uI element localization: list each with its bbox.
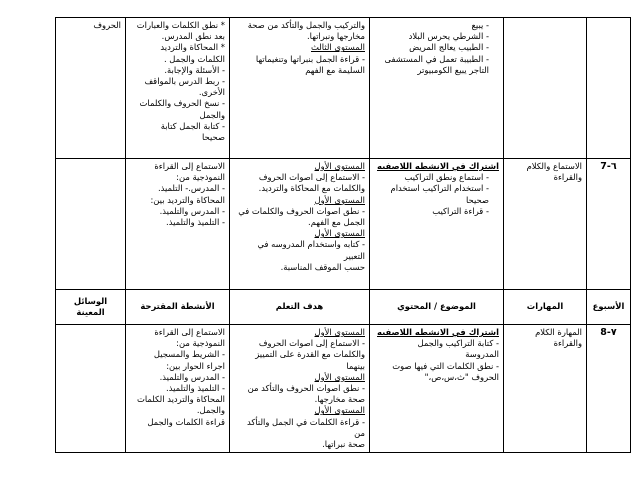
skills-cell (504, 325, 587, 453)
topic-item: - الطبيبة تعمل في المستشفى (384, 53, 489, 64)
topic-item: - كتابة التراكيب والجمل (417, 338, 499, 349)
topic-item: - نطق الكلمات التي فيها صوت (392, 360, 499, 371)
objective-line: - كتابه واستخدام المدروسه في التعبير (257, 239, 365, 261)
activity-line: النموذجية من: (176, 338, 225, 349)
header-objective: هدف التعلم (230, 290, 370, 325)
topic-item: - الطبيب يعالج المريض (409, 42, 489, 53)
topic-item: - الشرطي يحرس البلاد (408, 31, 489, 42)
topic-item: - استخدام التراكيب استخدام (390, 183, 489, 194)
level-heading: المستوى الأول (314, 194, 365, 205)
activities-cell (126, 159, 230, 290)
means-cell (56, 325, 126, 453)
week-cell (587, 18, 631, 159)
level-heading: المستوى الأول (314, 228, 365, 239)
objective-line: حسب الموقف المناسبة. (280, 261, 365, 272)
level-heading: المستوى الأول (314, 327, 365, 337)
topic-title: اشتراك في الانشطه اللاصفيه (377, 327, 499, 337)
activity-line: المحاكاة والترديد بين: (150, 194, 225, 205)
topic-item: التاجر يبيع الكومبيوتر (417, 64, 489, 75)
activity-line: - التلميذ والتلميذ. (166, 383, 225, 394)
objective-cell (230, 159, 370, 290)
table-row (56, 159, 631, 290)
topic-cell (370, 18, 504, 159)
activity-line: الاستماع إلى القراءة (154, 327, 225, 337)
objective-cell (230, 18, 370, 159)
activity-line: الكلمات والجمل . (163, 53, 225, 64)
level-heading: المستوى الثالث (311, 42, 365, 53)
header-topic: الموضوع / المحتوي (370, 290, 504, 325)
objective-line: والتركيب والجمل والتأكد من صحة (247, 20, 365, 30)
topic-item: الحروف "ث،س،ص،" (424, 371, 499, 382)
objective-cell (230, 325, 370, 453)
activity-line: اجراء الحوار بين: (166, 360, 225, 371)
objective-line: - نطق اصوات الحروف والكلمات في (238, 205, 365, 216)
objective-line: - الاستماع إلى اصوات الحروف (258, 172, 365, 183)
activity-line: والجمل. (196, 405, 225, 416)
objective-line: والكلمات مع المحاكاة والترديد. (258, 183, 365, 194)
header-week: الأسبوع (587, 290, 631, 325)
week-number: ٦-7 (600, 161, 617, 172)
activity-line: * نطق الكلمات والعبارات (136, 20, 225, 30)
means-cell (56, 18, 126, 159)
activities-cell (126, 325, 230, 453)
objective-line: - قراءة الجمل بنبراتها وتنغيماتها (255, 53, 365, 64)
activity-line: - المدرس والتلميذ. (159, 205, 225, 216)
objective-line: صحة نبراتها. (322, 439, 365, 450)
level-heading: المستوى الأول (314, 161, 365, 171)
objective-line: - نطق اصوات الحروف والتأكد من (247, 383, 365, 394)
activity-line: - الشريط والمسجيل (153, 349, 225, 360)
objective-line: والكلمات مع القدرة على التمييز بينهما (255, 349, 365, 371)
topic-item: المدروسة (465, 349, 499, 360)
objective-line: - الاستماع إلى اصوات الحروف (258, 338, 365, 349)
topic-title: اشتراك في الانشطه اللاصفيه (377, 161, 499, 171)
activity-line: الأخرى. (198, 87, 225, 98)
activity-line: - الأسئلة والإجابة. (164, 64, 225, 75)
week-cell (587, 159, 631, 290)
activity-line: * المحاكاة والترديد (160, 42, 225, 53)
objective-line: - قراءة الكلمات في الجمل والتأكد من (246, 416, 365, 438)
topic-cell (370, 159, 504, 290)
activity-line: - نسخ الحروف والكلمات (139, 98, 225, 109)
week-number: ٧-8 (600, 327, 617, 338)
activity-line: قراءة الكلمات والجمل (147, 416, 225, 427)
activity-line: والجمل (199, 109, 225, 120)
activity-line: المحاكاة والترديد الكلمات (136, 394, 225, 405)
level-heading: المستوى الأول (314, 405, 365, 416)
week-cell (587, 325, 631, 453)
activity-line: بعد نطق المدرس. (161, 31, 225, 42)
objective-line: السليمة مع الفهم (305, 64, 365, 75)
table-row (56, 18, 631, 159)
activity-line: النموذجية من: (176, 172, 225, 183)
header-activities: الأنشطة المقترحة (126, 290, 230, 325)
activity-line: - المدرس والتلميذ. (159, 371, 225, 382)
table-row (56, 325, 631, 453)
objective-line: مخارجها ونبراتها. (307, 31, 365, 42)
activity-line: - التلميذ والتلميذ. (166, 217, 225, 228)
activity-line: صحيحا (201, 132, 225, 143)
means-cell (56, 159, 126, 290)
level-heading: المستوى الأول (314, 371, 365, 382)
activity-line: - ربط الدرس بالمواقف (144, 76, 225, 87)
activity-line: الاستماع إلى القراءة (154, 161, 225, 171)
topic-cell (370, 325, 504, 453)
objective-line: صحة مخارجها. (314, 394, 365, 405)
table-header-row (56, 290, 631, 325)
topic-item: - قراءة التراكيب (432, 205, 489, 216)
activity-line: - كتابة الجمل كتابة (160, 120, 225, 131)
topic-item: صحيحا (465, 194, 489, 205)
skills-text: المهارة الكلام والقراءة (535, 327, 582, 349)
lesson-plan-table (55, 17, 631, 453)
skills-cell (504, 159, 587, 290)
topic-item: - يبيع (471, 20, 489, 30)
means-text: الحروف (93, 20, 121, 30)
activities-cell (126, 18, 230, 159)
header-skills: المهارات (504, 290, 587, 325)
topic-item: - استماع ونطق التراكيب (404, 172, 489, 183)
objective-line: الجمل مع الفهم. (308, 217, 365, 228)
skills-cell (504, 18, 587, 159)
activity-line: - المدرس.- التلميذ. (157, 183, 225, 194)
skills-text: الاستماع والكلام والقراءة (526, 161, 582, 183)
header-means: الوسائل المعينة (56, 290, 126, 325)
